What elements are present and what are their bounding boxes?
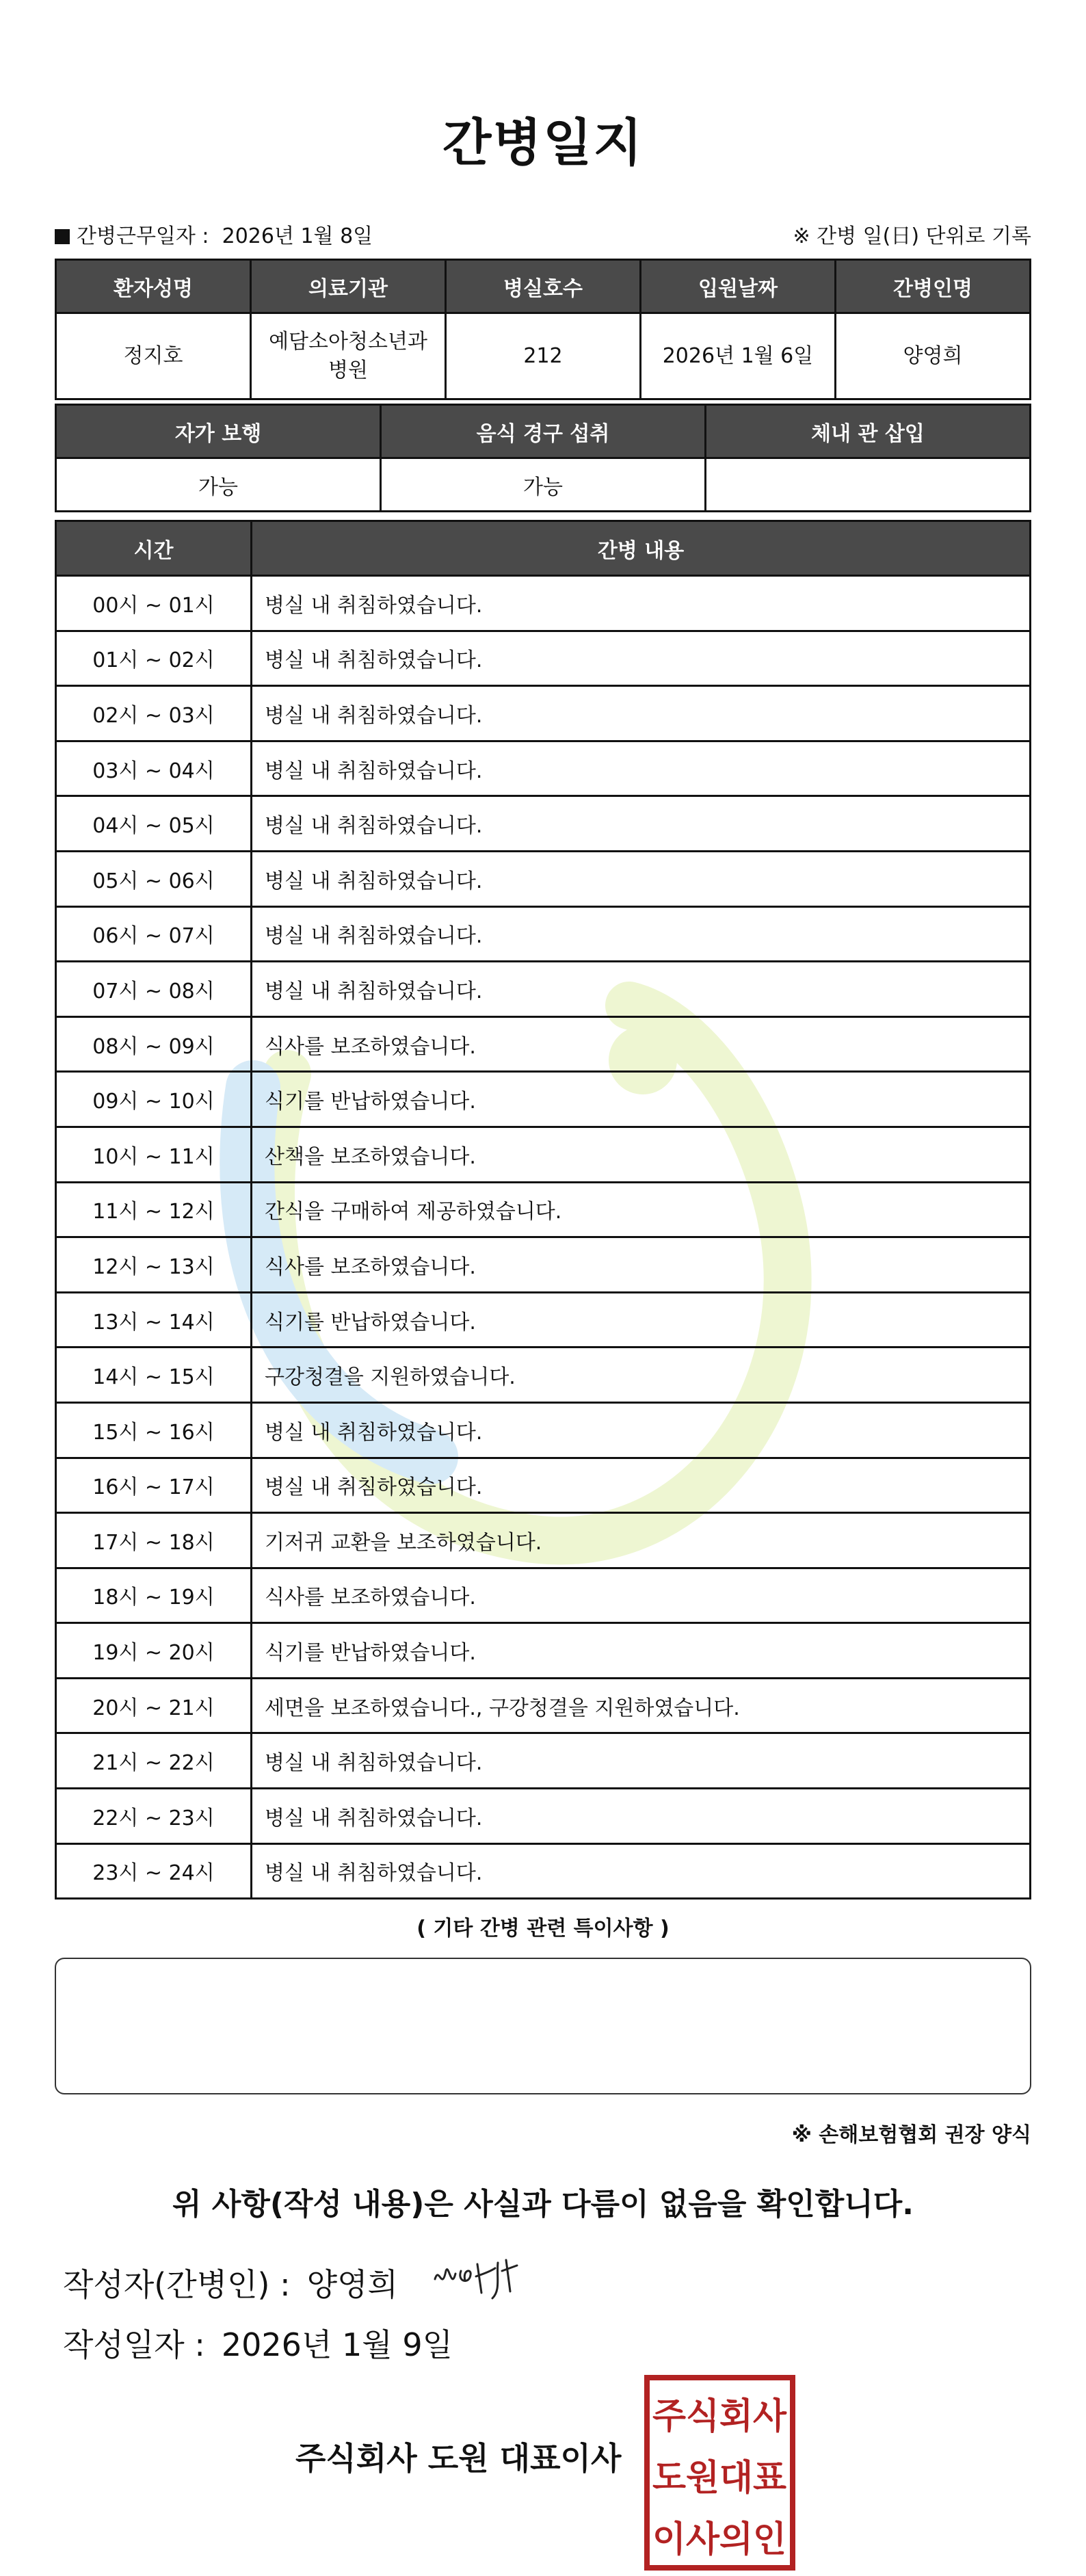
log-time: 19시 ~ 20시 [56, 1623, 252, 1679]
log-row [56, 1072, 1031, 1127]
writer-name: 양영희 [306, 2266, 398, 2303]
work-date-value: 2026년 1월 8일 [222, 224, 373, 248]
admission-date: 2026년 1월 6일 [641, 313, 836, 399]
confirmation-statement: 위 사항(작성 내용)은 사실과 다름이 없음을 확인합니다. [172, 2187, 914, 2222]
header-admission: 입원날짜 [641, 260, 836, 313]
tube-insertion-value [706, 458, 1031, 512]
log-row [56, 1458, 1031, 1513]
log-row [56, 686, 1031, 741]
patient-info-table [55, 259, 1031, 400]
written-date-value: 2026년 1월 9일 [221, 2326, 453, 2363]
work-date [55, 219, 373, 249]
oral-intake-value: 가능 [381, 458, 706, 512]
patient-ability-table [55, 404, 1031, 512]
recommendation-note: ※ 손해보험협회 권장 양식 [791, 2123, 1031, 2147]
log-row [56, 1016, 1031, 1072]
log-time: 02시 ~ 03시 [56, 686, 252, 741]
log-time: 14시 ~ 15시 [56, 1348, 252, 1403]
log-time: 10시 ~ 11시 [56, 1127, 252, 1182]
log-time: 07시 ~ 08시 [56, 962, 252, 1017]
header-caregiver: 간병인명 [836, 260, 1031, 313]
work-date-label: 간병근무일자 : [77, 224, 209, 248]
svg-text:이사의인: 이사의인 [652, 2519, 786, 2560]
log-content: 병실 내 취침하였습니다. [252, 1843, 1031, 1899]
log-content: 병실 내 취침하였습니다. [252, 906, 1031, 962]
log-content: 식기를 반납하였습니다. [252, 1292, 1031, 1348]
log-row [56, 1513, 1031, 1568]
log-content: 산책을 보조하였습니다. [252, 1127, 1031, 1182]
written-date-label: 작성일자 : [63, 2326, 205, 2363]
log-content: 병실 내 취침하였습니다. [252, 851, 1031, 906]
log-time: 03시 ~ 04시 [56, 741, 252, 796]
log-content: 병실 내 취침하였습니다. [252, 576, 1031, 631]
header-hospital: 의료기관 [251, 260, 446, 313]
log-content: 식사를 보조하였습니다. [252, 1568, 1031, 1623]
log-time: 08시 ~ 09시 [56, 1016, 252, 1072]
log-time: 15시 ~ 16시 [56, 1402, 252, 1458]
log-content: 병실 내 취침하였습니다. [252, 1402, 1031, 1458]
log-content: 병실 내 취침하였습니다. [252, 962, 1031, 1017]
log-time: 16시 ~ 17시 [56, 1458, 252, 1513]
log-row [56, 1843, 1031, 1899]
log-time: 18시 ~ 19시 [56, 1568, 252, 1623]
written-date-line [63, 2320, 453, 2365]
writer-line [63, 2260, 398, 2305]
log-time: 09시 ~ 10시 [56, 1072, 252, 1127]
svg-text:주식회사: 주식회사 [652, 2396, 787, 2437]
log-content: 식사를 보조하였습니다. [252, 1237, 1031, 1293]
room-number: 212 [446, 313, 641, 399]
log-row [56, 1789, 1031, 1844]
walking-value: 가능 [56, 458, 381, 512]
hospital-name [251, 313, 446, 399]
log-row [56, 962, 1031, 1017]
log-row [56, 851, 1031, 906]
notes-box [55, 1958, 1031, 2094]
log-content: 병실 내 취침하였습니다. [252, 1458, 1031, 1513]
log-time: 13시 ~ 14시 [56, 1292, 252, 1348]
notes-title: ( 기타 간병 관련 특이사항 ) [416, 1917, 670, 1941]
log-row [56, 1733, 1031, 1789]
log-content: 식기를 반납하였습니다. [252, 1623, 1031, 1679]
log-time: 22시 ~ 23시 [56, 1789, 252, 1844]
log-row [56, 1237, 1031, 1293]
log-row [56, 1292, 1031, 1348]
svg-text:도원대표: 도원대표 [652, 2458, 786, 2499]
log-time: 12시 ~ 13시 [56, 1237, 252, 1293]
header-content: 간병 내용 [252, 521, 1031, 576]
log-row [56, 1402, 1031, 1458]
log-row [56, 906, 1031, 962]
header-tube-insertion: 체내 관 삽입 [706, 405, 1031, 458]
log-content: 병실 내 취침하였습니다. [252, 686, 1031, 741]
log-content: 병실 내 취침하였습니다. [252, 741, 1031, 796]
log-time: 11시 ~ 12시 [56, 1182, 252, 1237]
log-row [56, 576, 1031, 631]
log-time: 06시 ~ 07시 [56, 906, 252, 962]
log-time: 05시 ~ 06시 [56, 851, 252, 906]
header-oral-intake: 음식 경구 섭취 [381, 405, 706, 458]
hospital-name-line2: 병원 [328, 358, 368, 382]
log-row [56, 1182, 1031, 1237]
log-content: 구강청결을 지원하였습니다. [252, 1348, 1031, 1403]
log-row [56, 631, 1031, 686]
log-row [56, 1623, 1031, 1679]
log-content: 식사를 보조하였습니다. [252, 1016, 1031, 1072]
log-content: 기저귀 교환을 보조하였습니다. [252, 1513, 1031, 1568]
log-time: 23시 ~ 24시 [56, 1843, 252, 1899]
caregiver-name: 양영희 [836, 313, 1031, 399]
log-row [56, 796, 1031, 852]
writer-label: 작성자(간병인) : [63, 2266, 291, 2303]
log-row [56, 741, 1031, 796]
log-time: 01시 ~ 02시 [56, 631, 252, 686]
log-time: 21시 ~ 22시 [56, 1733, 252, 1789]
log-content: 병실 내 취침하였습니다. [252, 796, 1031, 852]
log-row [56, 1678, 1031, 1733]
company-representative: 주식회사 도원 대표이사 [295, 2440, 622, 2477]
record-note: ※ 간병 일(日) 단위로 기록 [793, 224, 1031, 248]
log-row [56, 1348, 1031, 1403]
company-seal [643, 2374, 797, 2572]
header-patient: 환자성명 [56, 260, 251, 313]
log-time: 04시 ~ 05시 [56, 796, 252, 852]
header-time: 시간 [56, 521, 252, 576]
header-walking: 자가 보행 [56, 405, 381, 458]
log-content: 간식을 구매하여 제공하였습니다. [252, 1182, 1031, 1237]
log-time: 17시 ~ 18시 [56, 1513, 252, 1568]
patient-name: 정지호 [56, 313, 251, 399]
hospital-name-line1: 예담소아청소년과 [269, 329, 427, 354]
log-content: 병실 내 취침하였습니다. [252, 1733, 1031, 1789]
log-time: 20시 ~ 21시 [56, 1678, 252, 1733]
log-content: 세면을 보조하였습니다., 구강청결을 지원하였습니다. [252, 1678, 1031, 1733]
square-bullet-icon [55, 229, 70, 244]
log-time: 00시 ~ 01시 [56, 576, 252, 631]
log-row [56, 1127, 1031, 1182]
log-content: 식기를 반납하였습니다. [252, 1072, 1031, 1127]
header-room: 병실호수 [446, 260, 641, 313]
log-content: 병실 내 취침하였습니다. [252, 1789, 1031, 1844]
log-row [56, 1568, 1031, 1623]
signature-image [429, 2250, 525, 2305]
log-content: 병실 내 취침하였습니다. [252, 631, 1031, 686]
care-log-table [55, 520, 1031, 1900]
page-title: 간병일지 [442, 114, 644, 172]
